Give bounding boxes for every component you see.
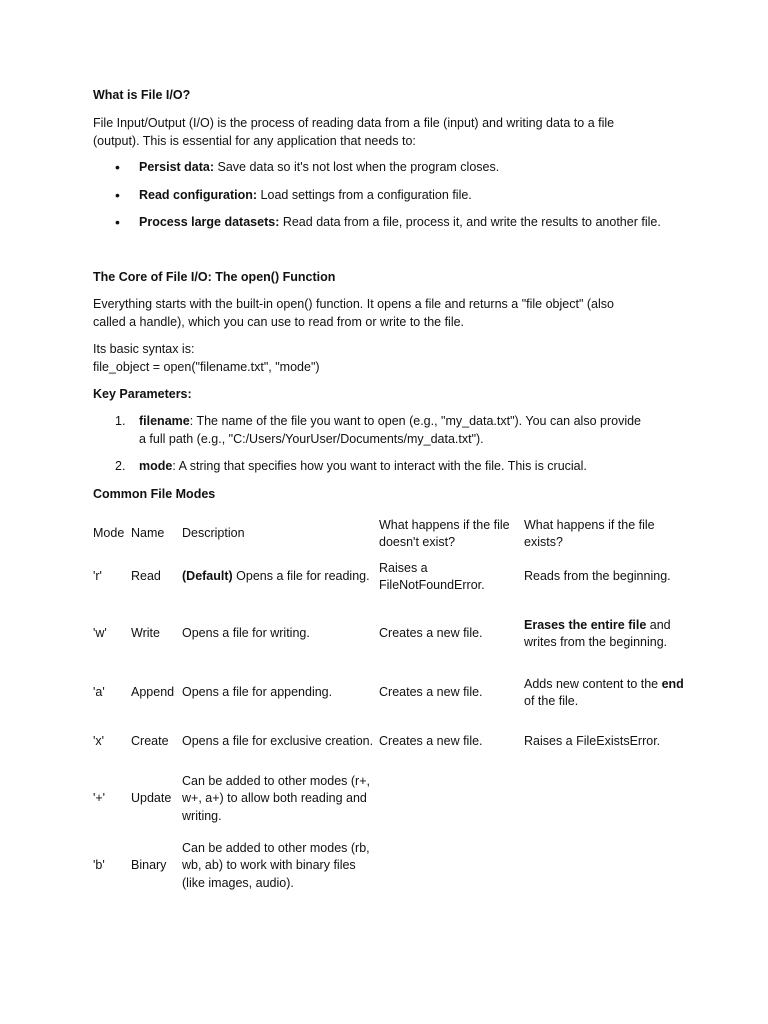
open-line: called a handle), which you can use to read from or write to the file. [93, 314, 465, 329]
bullet-text: Load settings from a configuration file. [257, 188, 472, 202]
param-number: 2. [115, 459, 126, 473]
header-exists: What happens if the file exists? [524, 517, 655, 549]
section-heading-open-function: The Core of File I/O: The open() Function [93, 270, 336, 284]
bullet-text: Read data from a file, process it, and write the results to another file. [279, 215, 661, 229]
cell-name: Create [131, 734, 169, 749]
cell-exists [524, 833, 684, 899]
param-text: : A string that specifies how you want to interact with the file. This is crucial. [172, 459, 587, 473]
bullet-term: Read configuration: [139, 188, 258, 202]
cell-not-exist [379, 765, 524, 833]
param-number: 1. [115, 414, 126, 428]
cell-exists [524, 765, 684, 833]
cell-mode: 'w' [93, 626, 107, 641]
bullet-dot: • [115, 187, 120, 203]
bullet-text: Save data so it's not lost when the program closes. [214, 160, 500, 174]
exists-text: of the file. [524, 694, 579, 708]
cell-exists: Raises a FileExistsError. [524, 734, 661, 749]
cell-description: Can be added to other modes (rb, wb, ab) to work with binary files (like images, audio). [182, 840, 370, 890]
cell-name: Write [131, 626, 160, 641]
intro-paragraph [93, 115, 683, 150]
syntax-code: file_object = open("filename.txt", "mode") [93, 359, 320, 374]
cell-mode: 'r' [93, 569, 102, 584]
param-text: : The name of the file you want to open (e.g., "my_data.txt"). You can also provide [189, 414, 641, 428]
cell-name: Binary [131, 858, 167, 873]
header-not-exist: What happens if the file doesn't exist? [379, 517, 510, 549]
table-row [93, 765, 684, 833]
param-text: a full path (e.g., "C:/Users/YourUser/Documents/my_data.txt"). [139, 431, 484, 446]
cell-name: Update [131, 791, 172, 806]
cell-description: Opens a file for appending. [182, 685, 333, 700]
header-description: Description [182, 526, 245, 541]
exists-bold: Erases the entire file [524, 617, 647, 632]
cell-exists [524, 601, 684, 667]
desc-text: Opens a file for reading. [232, 569, 370, 584]
cell-description: Opens a file for writing. [182, 626, 310, 641]
exists-bold: end [661, 676, 684, 691]
cell-not-exist [379, 833, 524, 899]
param-term: filename [139, 414, 190, 428]
cell-name: Append [131, 685, 175, 700]
intro-line: (output). This is essential for any application that needs to: [93, 133, 416, 148]
bullet-term: Process large datasets: [139, 215, 280, 229]
section-heading-file-io: What is File I/O? [93, 88, 191, 102]
table-header-row [93, 515, 684, 553]
exists-text-pre: Adds new content to the [524, 676, 662, 691]
modes-heading: Common File Modes [93, 487, 216, 501]
intro-line: File Input/Output (I/O) is the process of reading data from a file (input) and writing data to a file [93, 116, 615, 130]
header-mode: Mode [93, 526, 125, 541]
table-row [93, 601, 684, 667]
cell-description [182, 553, 379, 601]
cell-exists: Reads from the beginning. [524, 569, 671, 584]
syntax-label: Its basic syntax is: [93, 342, 195, 356]
bullet-dot: • [115, 214, 120, 230]
cell-not-exist: Creates a new file. [379, 626, 483, 641]
params-heading: Key Parameters: [93, 387, 192, 401]
table-row [93, 719, 684, 765]
cell-not-exist: Raises a FileNotFoundError. [379, 560, 485, 592]
cell-mode: 'b' [93, 858, 105, 873]
cell-exists [524, 667, 684, 719]
cell-mode: 'a' [93, 685, 105, 700]
file-modes-table [93, 515, 684, 899]
cell-name: Read [131, 569, 161, 584]
syntax-block [93, 341, 683, 376]
table-row [93, 667, 684, 719]
cell-description: Opens a file for exclusive creation. [182, 734, 374, 749]
table-row [93, 553, 684, 601]
open-line: Everything starts with the built-in open() function. It opens a file and returns a "file object" (also [93, 297, 614, 311]
table-row [93, 833, 684, 899]
cell-not-exist: Creates a new file. [379, 685, 483, 700]
bullet-dot: • [115, 159, 120, 175]
cell-mode: '+' [93, 791, 106, 806]
cell-mode: 'x' [93, 734, 105, 749]
desc-bold: (Default) [182, 569, 233, 584]
exists-text: and writes from the beginning. [524, 617, 671, 649]
param-term: mode [139, 459, 173, 473]
header-name: Name [131, 526, 165, 541]
cell-description: Can be added to other modes (r+, w+, a+) to allow both reading and writing. [182, 773, 370, 823]
bullet-term: Persist data: [139, 160, 215, 174]
open-paragraph [93, 296, 683, 331]
cell-not-exist: Creates a new file. [379, 734, 483, 749]
